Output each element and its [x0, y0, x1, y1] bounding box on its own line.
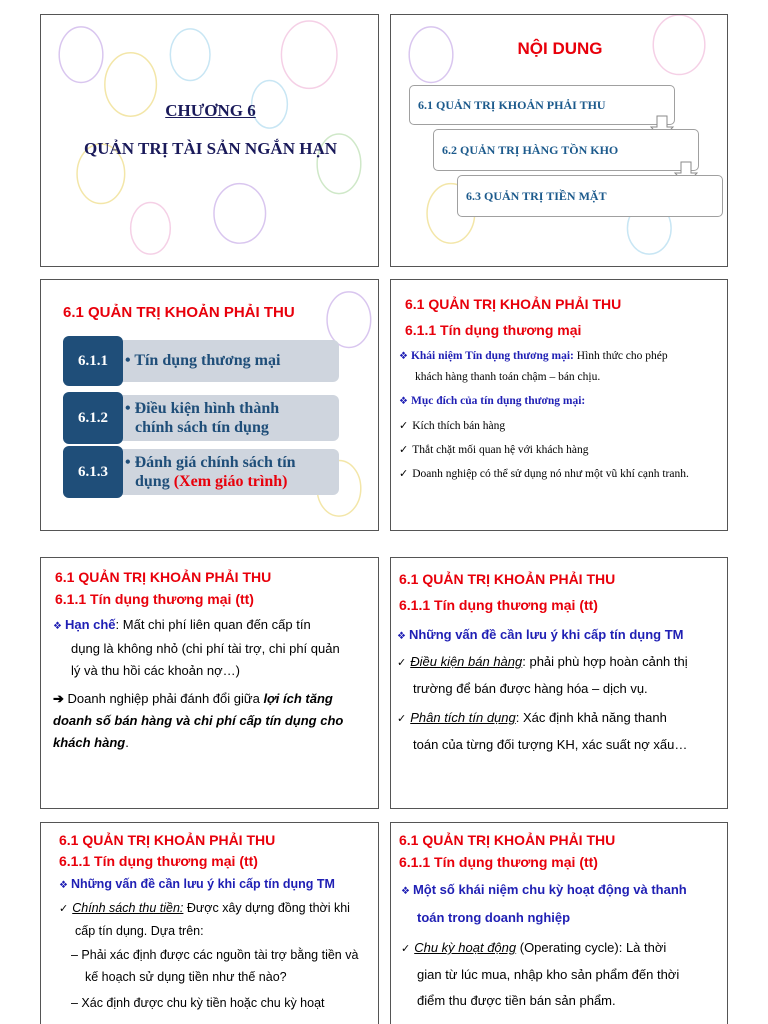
toc-item-receivables[interactable]: 6.1 QUẢN TRỊ KHOẢN PHẢI THU [409, 85, 675, 125]
slide-trade-credit-concept: 6.1 QUẢN TRỊ KHOẢN PHẢI THU 6.1.1 Tín dụng thương mại ❖ Khái niệm Tín dụng thương mại: Hình thức cho phép khách hàng thanh toán chậm – bán chịu. ❖ Mục đích của tín dụng thương mại: ✓ Kích thích bán hàng ✓ Thắt chặt mối quan hệ với khách hàng ✓ Doanh nghiệp có thể sử dụng nó như một vũ khí cạnh tranh. [390, 279, 728, 531]
slide-chapter-title [40, 14, 379, 267]
section-heading: 6.1 QUẢN TRỊ KHOẢN PHẢI THU [405, 296, 622, 312]
see-textbook-note: (Xem giáo trình) [173, 473, 288, 490]
diamond-bullet-icon: ❖ [53, 621, 62, 632]
check-icon: ✓ [399, 468, 409, 480]
contents-heading: NỘI DUNG [517, 39, 603, 58]
slide-collection-policy: 6.1 QUẢN TRỊ KHOẢN PHẢI THU 6.1.1 Tín dụng thương mại (tt) ❖ Những vấn đề cần lưu ý khi cấp tín dụng TM ✓ Chính sách thu tiền: Được xây dựng đồng thời khi cấp tín dụng. Dựa trên: – Phải xác định được các nguồn tài trợ bằng tiền và kế hoạch sử dụng tiền như thế nào? – Xác định được chu kỳ tiền hoặc chu kỳ hoạt [40, 822, 379, 1024]
item-credit-policy-conditions[interactable]: • Điều kiện hình thành chính sách tín dụng [117, 395, 339, 441]
concept-paragraph: ❖ Khái niệm Tín dụng thương mại: Hình thức cho phép [399, 350, 668, 362]
check-icon: ✓ [59, 903, 69, 915]
check-icon: ✓ [399, 420, 409, 432]
slide-receivables-overview [40, 279, 379, 531]
purpose-item: ✓ Doanh nghiệp có thể sử dụng nó như một vũ khí cạnh tranh. [399, 468, 689, 480]
sales-condition-item: ✓ Điều kiện bán hàng: phải phù hợp hoàn cảnh thị [397, 654, 688, 669]
chapter-number: CHƯƠNG 6 [165, 101, 256, 120]
slide-operating-cycle: 6.1 QUẢN TRỊ KHOẢN PHẢI THU 6.1.1 Tín dụng thương mại (tt) ❖ Một số khái niệm chu kỳ hoạt động và thanh toán trong doanh nghiệp ✓ Chu kỳ hoạt động (Operating cycle): Là thời gian từ lúc mua, nhập kho sản phẩm đến thời điểm thu được tiền bán sản phẩm. [390, 822, 728, 1024]
item-number: 6.1.3 [63, 446, 123, 498]
diamond-bullet-icon: ❖ [397, 631, 406, 642]
issue-heading: ❖ Những vấn đề cần lưu ý khi cấp tín dụng TM [397, 627, 684, 642]
subsection-heading: 6.1.1 Tín dụng thương mại (tt) [399, 597, 598, 613]
purpose-heading: ❖ Mục đích của tín dụng thương mại: [399, 395, 586, 407]
credit-analysis-item: ✓ Phân tích tín dụng: Xác định khả năng thanh [397, 710, 667, 725]
collection-policy-item: ✓ Chính sách thu tiền: Được xây dựng đồng thời khi [59, 901, 350, 915]
diamond-bullet-icon: ❖ [59, 880, 68, 891]
subsection-heading: 6.1.1 Tín dụng thương mại [405, 322, 582, 338]
subsection-heading: 6.1.1 Tín dụng thương mại (tt) [59, 853, 258, 869]
toc-item-cash[interactable]: 6.3 QUẢN TRỊ TIỀN MẶT [457, 175, 723, 217]
purpose-item: ✓ Kích thích bán hàng [399, 420, 506, 432]
diamond-bullet-icon: ❖ [399, 396, 408, 407]
check-icon: ✓ [397, 657, 407, 669]
check-icon: ✓ [401, 943, 411, 955]
item-number: 6.1.2 [63, 392, 123, 444]
slide-trade-credit-issues: 6.1 QUẢN TRỊ KHOẢN PHẢI THU 6.1.1 Tín dụng thương mại (tt) ❖ Những vấn đề cần lưu ý khi cấp tín dụng TM ✓ Điều kiện bán hàng: phải phù hợp hoàn cảnh thị trường để bán được hàng hóa – dịch vụ. ✓ Phân tích tín dụng: Xác định khả năng thanh toán của từng đối tượng KH, xác suất nợ xấu… [390, 557, 728, 809]
slide-trade-credit-limitations: 6.1 QUẢN TRỊ KHOẢN PHẢI THU 6.1.1 Tín dụng thương mại (tt) ❖ Hạn chế: Mất chi phí liên quan đến cấp tín dụng là không nhỏ (chi phí tài trợ, chi phí quản lý và thu hồi các khoản nợ…) ➔ Doanh nghiệp phải đánh đổi giữa lợi ích tăng doanh số bán hàng và chi phí cấp tín dụng cho khách hàng. [40, 557, 379, 809]
subsection-heading: 6.1.1 Tín dụng thương mại (tt) [399, 854, 598, 870]
operating-cycle-item: ✓ Chu kỳ hoạt động (Operating cycle): Là thời [401, 940, 667, 955]
diamond-bullet-icon: ❖ [401, 886, 410, 897]
section-heading: 6.1 QUẢN TRỊ KHOẢN PHẢI THU [59, 832, 276, 848]
chapter-title: QUẢN TRỊ TÀI SẢN NGẮN HẠN [84, 139, 337, 158]
section-heading: 6.1 QUẢN TRỊ KHOẢN PHẢI THU [63, 304, 295, 321]
diamond-bullet-icon: ❖ [399, 351, 408, 362]
section-heading: 6.1 QUẢN TRỊ KHOẢN PHẢI THU [399, 571, 616, 587]
section-heading: 6.1 QUẢN TRỊ KHOẢN PHẢI THU [399, 832, 616, 848]
toc-item-inventory[interactable]: 6.2 QUẢN TRỊ HÀNG TỒN KHO [433, 129, 699, 171]
arrow-right-icon: ➔ [53, 691, 64, 706]
subsection-heading: 6.1.1 Tín dụng thương mại (tt) [55, 591, 254, 607]
cycle-concept-heading: ❖ Một số khái niệm chu kỳ hoạt động và thanh [401, 882, 687, 897]
check-icon: ✓ [399, 444, 409, 456]
section-heading: 6.1 QUẢN TRỊ KHOẢN PHẢI THU [55, 569, 272, 585]
item-credit-policy-evaluation[interactable]: • Đánh giá chính sách tín dụng (Xem giáo trình) [117, 449, 339, 495]
tradeoff-paragraph: ➔ Doanh nghiệp phải đánh đổi giữa lợi ích tăng [53, 691, 333, 706]
item-trade-credit[interactable]: • Tín dụng thương mại [117, 340, 339, 382]
purpose-item: ✓ Thắt chặt mối quan hệ với khách hàng [399, 444, 589, 456]
item-number: 6.1.1 [63, 336, 123, 386]
slide-contents [390, 14, 728, 267]
limitation-paragraph: ❖ Hạn chế: Mất chi phí liên quan đến cấp tín [53, 617, 311, 632]
issue-heading: ❖ Những vấn đề cần lưu ý khi cấp tín dụng TM [59, 877, 335, 891]
check-icon: ✓ [397, 713, 407, 725]
